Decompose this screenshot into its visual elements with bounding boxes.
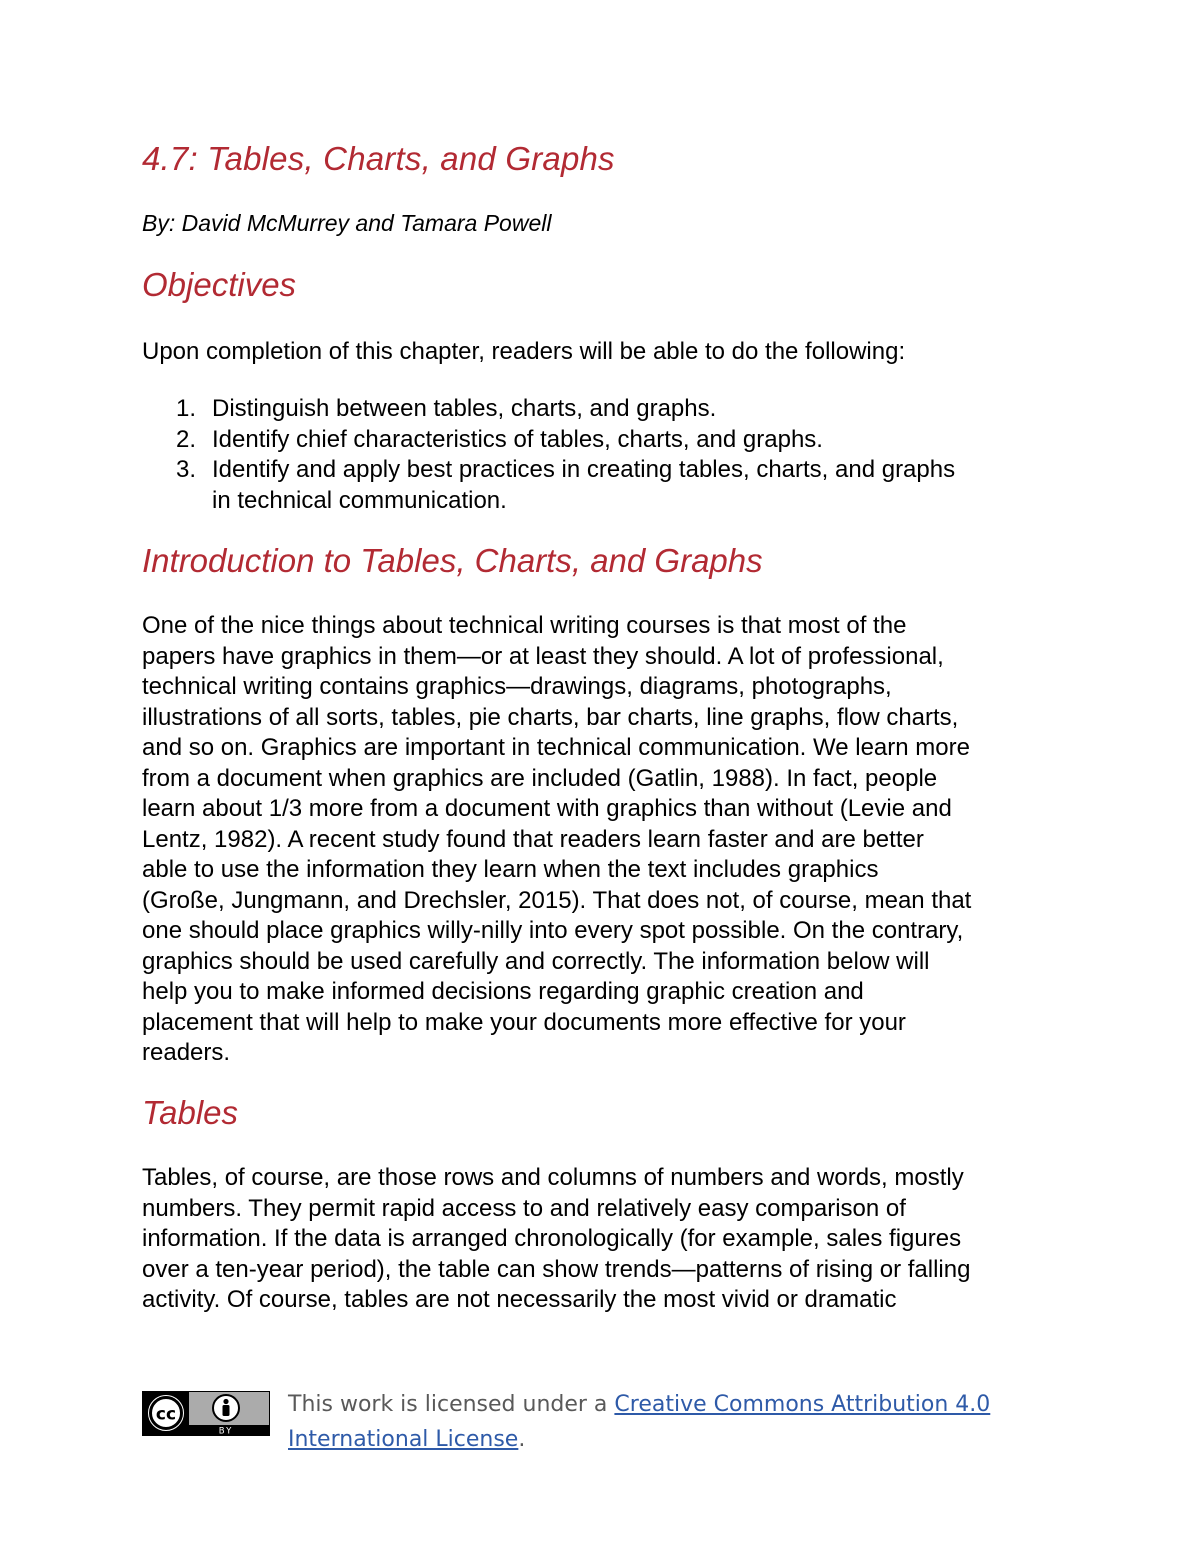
paragraph-line: Lentz, 1982). A recent study found that readers learn faster and are better (142, 825, 924, 853)
tables-paragraph (142, 1163, 1072, 1316)
paragraph-line: (Große, Jungmann, and Drechsler, 2015). That does not, of course, mean that (142, 886, 972, 914)
paragraph-line: help you to make informed decisions regarding graphic creation and (142, 978, 864, 1005)
paragraph-line: and so on. Graphics are important in technical communication. We learn more (142, 734, 970, 761)
paragraph-line: placement that will help to make your documents more effective for your (142, 1008, 906, 1036)
list-item-text: Distinguish between tables, charts, and graphs. (212, 395, 717, 422)
list-item (142, 425, 1042, 456)
license-text (288, 1387, 1068, 1457)
chapter-title: 4.7: Tables, Charts, and Graphs (142, 140, 615, 177)
license-link[interactable]: Creative Commons Attribution 4.0 (614, 1392, 991, 1417)
paragraph-line: over a ten-year period), the table can show trends—patterns of rising or falling (142, 1255, 971, 1283)
paragraph-line: able to use the information they learn when the text includes graphics (142, 856, 879, 883)
list-item-number: 3. (176, 456, 197, 483)
license-link-continued[interactable]: International License (288, 1427, 519, 1452)
paragraph-line: from a document when graphics are included (Gatlin, 1988). In fact, people (142, 764, 938, 792)
license-suffix: . (518, 1427, 526, 1452)
objectives-intro: Upon completion of this chapter, readers will be able to do the following: (142, 338, 906, 365)
paragraph-line: one should place graphics willy-nilly into every spot possible. On the contrary, (142, 917, 964, 944)
paragraph-line: learn about 1/3 more from a document with graphics than without (Levie and (142, 795, 952, 822)
list-item (142, 394, 1042, 425)
cc-badge-cc-text: cc (155, 1404, 177, 1425)
list-item-text: in technical communication. (212, 486, 507, 514)
objectives-heading: Objectives (142, 266, 297, 303)
paragraph-line: technical writing contains graphics—drawings, diagrams, photographs, (142, 673, 892, 700)
paragraph-line: illustrations of all sorts, tables, pie charts, bar charts, line graphs, flow charts, (142, 703, 959, 731)
byline: By: David McMurrey and Tamara Powell (142, 210, 552, 236)
license-footer (142, 1387, 1062, 1457)
tables-heading: Tables (142, 1094, 239, 1131)
paragraph-line: information. If the data is arranged chronologically (for example, sales figures (142, 1225, 962, 1252)
paragraph-line: numbers. They permit rapid access to and relatively easy comparison of (142, 1194, 906, 1222)
list-item-text: Identify and apply best practices in creating tables, charts, and graphs (212, 456, 956, 483)
cc-by-badge-icon (142, 1391, 270, 1436)
paragraph-line: activity. Of course, tables are not necessarily the most vivid or dramatic (142, 1286, 897, 1313)
paragraph-line: Tables, of course, are those rows and columns of numbers and words, mostly (142, 1164, 964, 1191)
list-item-number: 1. (176, 395, 197, 422)
paragraph-line: One of the nice things about technical writing courses is that most of the (142, 612, 907, 639)
list-item-text: Identify chief characteristics of tables, charts, and graphs. (212, 425, 823, 453)
objectives-list (142, 394, 1042, 516)
paragraph-line: papers have graphics in them—or at least they should. A lot of professional, (142, 642, 944, 670)
license-prefix: This work is licensed under a (288, 1392, 615, 1417)
introduction-heading: Introduction to Tables, Charts, and Graphs (142, 542, 763, 579)
paragraph-line: readers. (142, 1039, 231, 1066)
paragraph-line: graphics should be used carefully and correctly. The information below will (142, 947, 930, 975)
list-item (142, 455, 1042, 516)
list-item-number: 2. (176, 425, 197, 453)
introduction-paragraph (142, 611, 1072, 1069)
cc-badge-by-text: BY (218, 1426, 234, 1436)
